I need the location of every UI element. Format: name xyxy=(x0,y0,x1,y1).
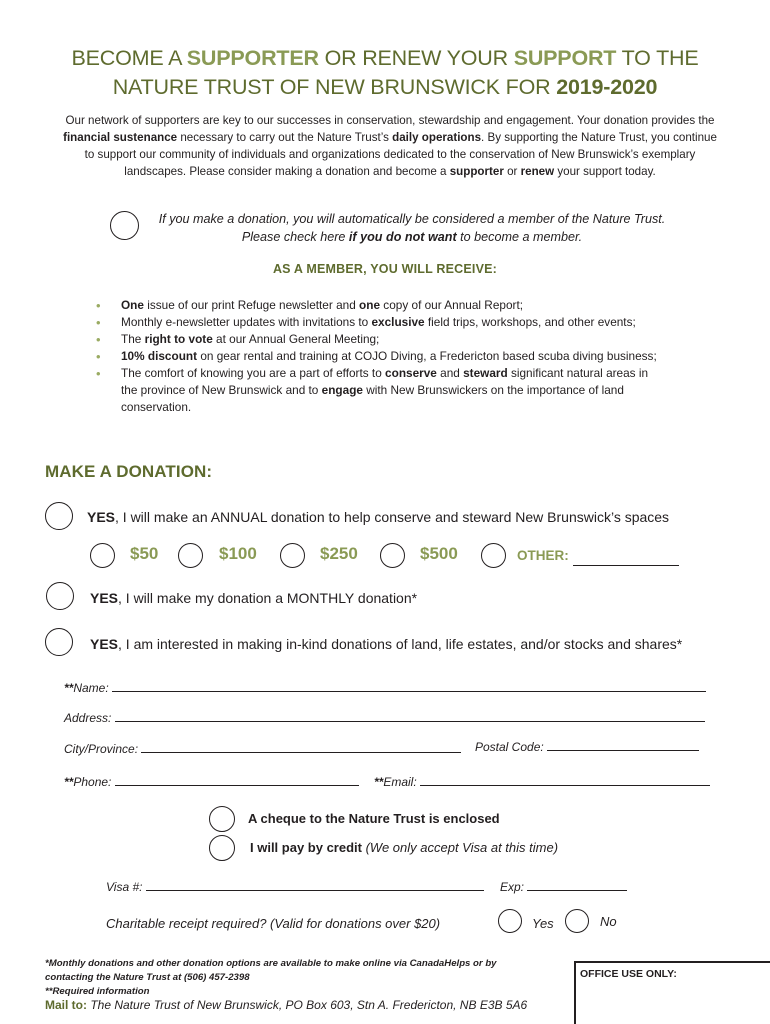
donation-heading: MAKE A DONATION: xyxy=(45,462,213,481)
intro-paragraph: Our network of supporters are key to our successes in conservation, stewardship and engagement. Your donation provides the financial sustenance necessary to carry out the Nature Trust’s daily operations. By supporting the Nature Trust, you continue to support our community of individuals and organizations dedicated to the conservation of New Brunswick’s exemplary landscapes. Please consider making a donation and become a supporter or renew your support today. xyxy=(63,114,717,178)
benefit-item: • Monthly e-newsletter updates with invitations to exclusive field trips, workshops, and other events; xyxy=(96,314,666,331)
benefit-item: • One issue of our print Refuge newsletter and one copy of our Annual Report; xyxy=(96,297,666,314)
benefit-item: • The comfort of knowing you are a part of efforts to conserve and steward significant natural areas in the province of New Brunswick and to engage with New Brunswickers on the importance of land conservation. xyxy=(96,365,666,416)
visa-field[interactable]: Visa #: xyxy=(106,879,484,895)
email-input-line[interactable] xyxy=(420,775,710,786)
amount-50-radio[interactable] xyxy=(90,543,115,568)
membership-optout-checkbox[interactable] xyxy=(110,211,139,240)
receipt-yes-radio[interactable] xyxy=(498,909,522,933)
required-footnote: **Required information xyxy=(45,986,150,997)
office-use-box xyxy=(574,961,770,1024)
receipt-question: Charitable receipt required? (Valid for donations over $20) xyxy=(106,916,441,931)
amount-250-label: $250 xyxy=(320,544,358,563)
benefit-item: • 10% discount on gear rental and training at COJO Diving, a Fredericton based scuba diving business; xyxy=(96,348,666,365)
amount-other-input[interactable] xyxy=(573,552,679,566)
postal-input-line[interactable] xyxy=(547,740,699,751)
amount-100-radio[interactable] xyxy=(178,543,203,568)
office-use-label: OFFICE USE ONLY: xyxy=(580,968,677,980)
receipt-no-radio[interactable] xyxy=(565,909,589,933)
cheque-checkbox[interactable] xyxy=(209,806,235,832)
credit-checkbox[interactable] xyxy=(209,835,235,861)
receipt-yes-label: Yes xyxy=(532,916,554,931)
amount-other-radio[interactable] xyxy=(481,543,506,568)
receipt-no-label: No xyxy=(600,914,617,929)
credit-label: I will pay by credit (We only accept Visa at this time) xyxy=(250,840,559,855)
membership-optout-text: If you make a donation, you will automatically be considered a member of the Nature Trust. Please check here if you do not want to become a member. xyxy=(158,212,666,244)
city-field[interactable]: City/Province: xyxy=(64,741,461,757)
amount-500-label: $500 xyxy=(420,544,458,563)
title-line-2: NATURE TRUST OF NEW BRUNSWICK FOR 2019-2020 xyxy=(112,75,658,99)
amount-50-label: $50 xyxy=(130,544,159,563)
address-field[interactable]: Address: xyxy=(64,710,705,726)
visa-input-line[interactable] xyxy=(146,880,484,891)
monthly-donation-label: YES, I will make my donation a MONTHLY donation* xyxy=(90,590,418,606)
monthly-donation-checkbox[interactable] xyxy=(46,582,74,610)
inkind-donation-checkbox[interactable] xyxy=(45,628,73,656)
cheque-label: A cheque to the Nature Trust is enclosed xyxy=(248,811,500,826)
annual-donation-label: YES, I will make an ANNUAL donation to help conserve and steward New Brunswick’s spaces xyxy=(87,509,670,525)
inkind-donation-label: YES, I am interested in making in-kind donations of land, life estates, and/or stocks and shares* xyxy=(90,636,683,652)
page-title xyxy=(0,44,770,102)
name-input-line[interactable] xyxy=(112,681,706,692)
phone-field[interactable]: **Phone: xyxy=(64,774,359,790)
phone-input-line[interactable] xyxy=(115,775,359,786)
amount-500-radio[interactable] xyxy=(380,543,405,568)
member-benefits-list xyxy=(96,297,666,416)
footnotes xyxy=(45,957,545,999)
amount-250-radio[interactable] xyxy=(280,543,305,568)
postal-field[interactable]: Postal Code: xyxy=(475,739,699,755)
member-benefits-heading: AS A MEMBER, YOU WILL RECEIVE: xyxy=(272,262,498,276)
mailing-address: Mail to: The Nature Trust of New Brunswick, PO Box 603, Stn A. Fredericton, NB E3B 5A6 xyxy=(45,998,528,1012)
amount-other-label: OTHER: xyxy=(517,548,569,563)
address-input-line[interactable] xyxy=(115,711,705,722)
exp-field[interactable]: Exp: xyxy=(500,879,627,895)
monthly-footnote: *Monthly donations and other donation options are available to make online via CanadaHelps or by contacting the Nature Trust at (506) 457-2398 xyxy=(45,958,497,983)
name-field[interactable]: **Name: xyxy=(64,680,706,696)
city-input-line[interactable] xyxy=(141,742,461,753)
exp-input-line[interactable] xyxy=(527,880,627,891)
title-line-1: BECOME A SUPPORTER OR RENEW YOUR SUPPORT TO THE xyxy=(71,46,699,70)
email-field[interactable]: **Email: xyxy=(374,774,710,790)
amount-100-label: $100 xyxy=(219,544,257,563)
annual-donation-checkbox[interactable] xyxy=(45,502,73,530)
benefit-item: • The right to vote at our Annual General Meeting; xyxy=(96,331,666,348)
